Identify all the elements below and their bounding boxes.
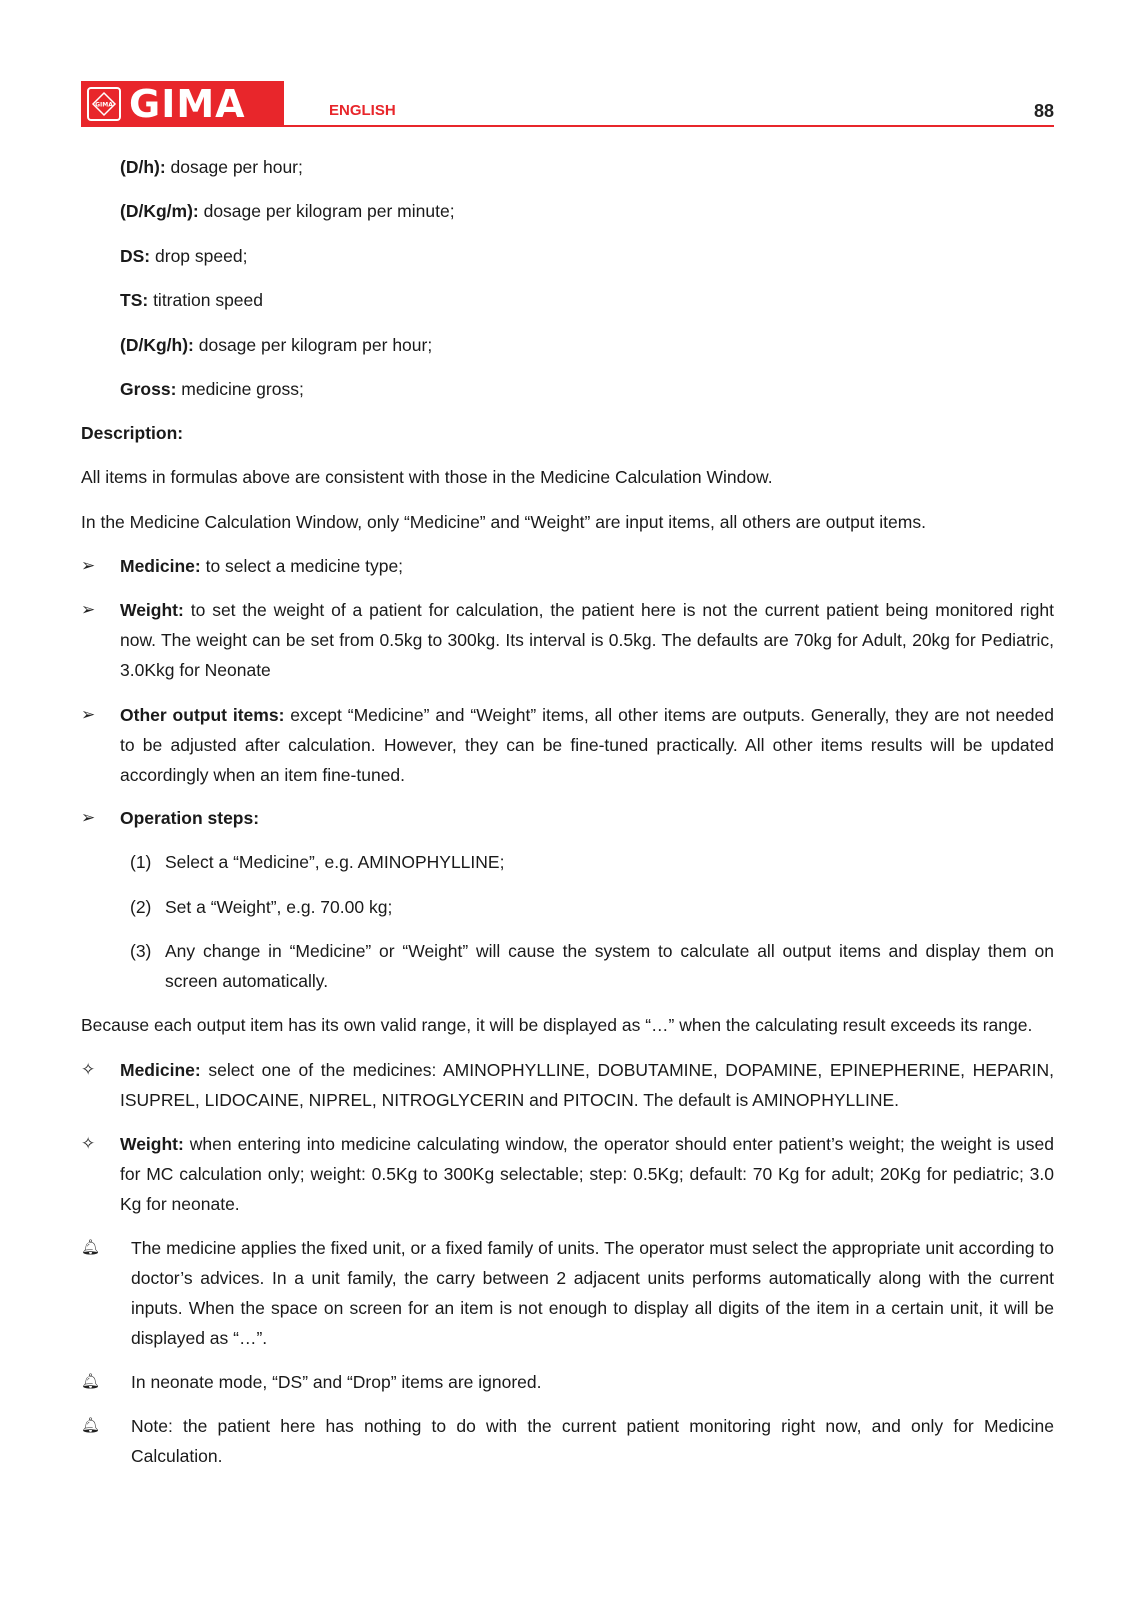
- definition-text: dosage per kilogram per hour;: [193, 335, 433, 355]
- note-item: Note: the patient here has nothing to do with the current patient monitoring right now, and only for Medicine Calculation.: [131, 1416, 1054, 1466]
- arrow-item-label: Other output items:: [120, 705, 285, 725]
- definition-item: [120, 374, 304, 404]
- step-number: (3): [130, 941, 152, 961]
- definition-item: [120, 152, 303, 182]
- description-paragraph: In the Medicine Calculation Window, only “Medicine” and “Weight” are input items, all others are output items.: [81, 512, 926, 532]
- note-item: The medicine applies the fixed unit, or a fixed family of units. The operator must select the appropriate unit according to doctor’s advices. In a unit family, the carry between 2 adjacent units performs automatically along with the current inputs. When the space on screen for an item is not enough to display all digits of the item in a certain unit, it will be displayed as “…”.: [131, 1238, 1054, 1348]
- diamond-item-label: Medicine:: [120, 1060, 201, 1080]
- arrow-item: [120, 595, 1054, 685]
- range-note: Because each output item has its own valid range, it will be displayed as “…” when the calculating result exceeds its range.: [81, 1015, 1033, 1035]
- definition-text: dosage per hour;: [165, 157, 303, 177]
- definition-text: titration speed: [148, 290, 263, 310]
- arrow-item-text: to set the weight of a patient for calculation, the patient here is not the current patient being monitored right now. The weight can be set from 0.5kg to 300kg. Its interval is 0.5kg. The defaults are 70kg for Adult, 20kg for Pediatric, 3.0Kkg for Neonate: [120, 600, 1054, 680]
- gima-logo: [81, 81, 284, 127]
- definition-label: TS:: [120, 290, 149, 310]
- diamond-item: [120, 1055, 1054, 1115]
- header-rule: [284, 125, 1054, 127]
- diamond-item: [120, 1129, 1054, 1219]
- diamond-item-label: Weight:: [120, 1134, 184, 1154]
- arrow-item: [120, 700, 1054, 790]
- step-number: (2): [130, 897, 152, 917]
- arrow-bullet-icon: ➢: [81, 556, 96, 575]
- page-header: [81, 81, 1054, 127]
- definition-text: dosage per kilogram per minute;: [198, 201, 455, 221]
- note-item: In neonate mode, “DS” and “Drop” items are ignored.: [131, 1372, 542, 1392]
- definition-text: medicine gross;: [176, 379, 304, 399]
- definition-item: [120, 241, 247, 271]
- page-number: 88: [1033, 101, 1054, 121]
- arrow-item-text: except “Medicine” and “Weight” items, all other items are outputs. Generally, they are not needed to be adjusted after calculation. However, they can be fine-tuned practically. All other items results will be updated accordingly when an item fine-tuned.: [120, 705, 1054, 785]
- definition-label: (D/Kg/m):: [120, 201, 199, 221]
- diamond-bullet-icon: ✧: [81, 1060, 96, 1079]
- logo-badge-text: GIMA: [95, 101, 113, 109]
- diamond-item-text: select one of the medicines: AMINOPHYLLINE, DOBUTAMINE, DOPAMINE, EPINEPHERINE, HEPARIN, ISUPREL, LIDOCAINE, NIPREL, NITROGLYCERIN and PITOCIN. The default is AMINOPHYLLINE.: [120, 1060, 1054, 1110]
- description-paragraph: All items in formulas above are consistent with those in the Medicine Calculation Window.: [81, 467, 773, 487]
- definition-text: drop speed;: [150, 246, 248, 266]
- description-heading: Description:: [81, 423, 184, 443]
- definition-label: DS:: [120, 246, 151, 266]
- arrow-bullet-icon: ➢: [81, 600, 96, 619]
- arrow-item: [120, 803, 1054, 833]
- definition-item: [120, 285, 263, 315]
- arrow-item: [120, 551, 1054, 581]
- definition-label: Gross:: [120, 379, 177, 399]
- language-label: ENGLISH: [329, 102, 396, 119]
- bell-icon: 🔔︎: [81, 1417, 101, 1434]
- diamond-item-text: when entering into medicine calculating window, the operator should enter patient’s weight; the weight is used for MC calculation only; weight: 0.5Kg to 300Kg selectable; step: 0.5Kg; default: 70 Kg for adult; 20Kg for pediatric; 3.0 Kg for neonate.: [120, 1134, 1054, 1214]
- bell-icon: 🔔︎: [81, 1373, 101, 1390]
- arrow-bullet-icon: ➢: [81, 808, 96, 827]
- step-number: (1): [130, 852, 152, 872]
- definition-label: (D/h):: [120, 157, 166, 177]
- definition-item: [120, 330, 432, 360]
- logo-text: GIMA: [129, 82, 246, 126]
- logo-badge-icon: [87, 87, 121, 121]
- step-text: Set a “Weight”, e.g. 70.00 kg;: [165, 897, 393, 917]
- arrow-item-label: Medicine:: [120, 556, 201, 576]
- arrow-item-label: Weight:: [120, 600, 184, 620]
- arrow-bullet-icon: ➢: [81, 705, 96, 724]
- definition-label: (D/Kg/h):: [120, 335, 194, 355]
- bell-icon: 🔔︎: [81, 1239, 101, 1256]
- step-text: Select a “Medicine”, e.g. AMINOPHYLLINE;: [165, 852, 505, 872]
- diamond-bullet-icon: ✧: [81, 1134, 96, 1153]
- definition-item: [120, 196, 455, 226]
- arrow-item-text: to select a medicine type;: [200, 556, 404, 576]
- arrow-item-label: Operation steps:: [120, 808, 260, 828]
- step-text: Any change in “Medicine” or “Weight” will cause the system to calculate all output items and display them on screen automatically.: [165, 941, 1054, 991]
